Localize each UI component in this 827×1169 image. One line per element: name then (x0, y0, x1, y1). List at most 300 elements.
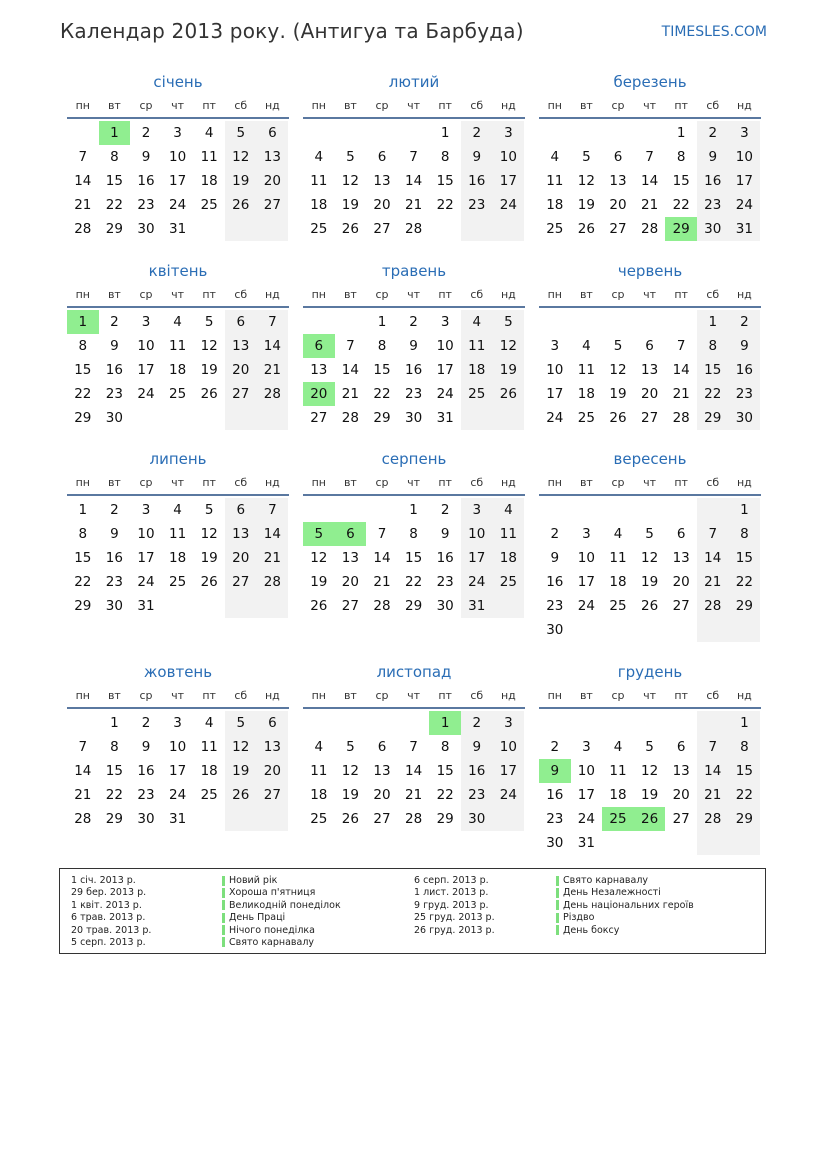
day[interactable]: 21 (640, 197, 659, 213)
day[interactable]: 8 (377, 338, 387, 354)
day[interactable]: 28 (697, 807, 729, 831)
day[interactable]: 21 (672, 386, 690, 402)
day[interactable]: 4 (493, 498, 525, 522)
day[interactable]: 3 (461, 498, 493, 522)
day[interactable]: 4 (314, 149, 324, 165)
day[interactable]: 10 (137, 526, 155, 542)
day[interactable]: 25 (577, 410, 595, 426)
day[interactable]: 1 (729, 711, 761, 735)
day[interactable]: 7 (697, 522, 729, 546)
day[interactable]: 27 (672, 811, 690, 827)
day[interactable]: 21 (74, 197, 92, 213)
day[interactable]: 8 (440, 149, 450, 165)
day[interactable]: 4 (204, 715, 214, 731)
day[interactable]: 28 (373, 598, 391, 614)
day[interactable]: 13 (225, 522, 257, 546)
day[interactable]: 1 (440, 125, 450, 141)
day[interactable]: 13 (257, 735, 289, 759)
day[interactable]: 14 (74, 173, 92, 189)
day[interactable]: 15 (729, 546, 761, 570)
day[interactable]: 3 (493, 121, 525, 145)
day[interactable]: 16 (404, 362, 423, 378)
day[interactable]: 27 (225, 570, 257, 594)
day[interactable]: 14 (697, 546, 729, 570)
day[interactable]: 26 (341, 221, 359, 237)
day[interactable]: 4 (204, 125, 214, 141)
day[interactable]: 26 (577, 221, 595, 237)
day[interactable]: 8 (729, 522, 761, 546)
day[interactable]: 5 (225, 121, 257, 145)
day[interactable]: 19 (341, 787, 359, 803)
day[interactable]: 6 (676, 739, 686, 755)
day[interactable]: 16 (697, 169, 729, 193)
day[interactable]: 22 (105, 787, 123, 803)
day[interactable]: 12 (310, 550, 328, 566)
day[interactable]: 6 (225, 310, 257, 334)
day[interactable]: 14 (404, 763, 423, 779)
day[interactable]: 14 (257, 334, 289, 358)
day[interactable]: 18 (493, 546, 525, 570)
day[interactable]: 30 (137, 221, 155, 237)
day[interactable]: 13 (672, 763, 690, 779)
day[interactable]: 24 (168, 197, 187, 213)
day[interactable]: 23 (461, 193, 493, 217)
day[interactable]: 3 (582, 739, 591, 755)
day[interactable]: 5 (493, 310, 525, 334)
day[interactable]: 21 (373, 574, 391, 590)
day[interactable]: 28 (697, 594, 729, 618)
day[interactable]: 25 (546, 221, 564, 237)
day[interactable]: 22 (436, 197, 454, 213)
day[interactable]: 20 (257, 169, 289, 193)
day[interactable]: 12 (341, 173, 359, 189)
day[interactable]: 15 (436, 173, 454, 189)
day[interactable]: 27 (310, 410, 328, 426)
day[interactable]: 15 (373, 362, 391, 378)
day[interactable]: 12 (225, 145, 257, 169)
day[interactable]: 27 (373, 221, 391, 237)
day[interactable]: 20 (672, 574, 690, 590)
day[interactable]: 2 (697, 121, 729, 145)
day[interactable]: 22 (373, 386, 391, 402)
day[interactable]: 17 (493, 169, 525, 193)
day[interactable]: 23 (105, 386, 123, 402)
day[interactable]: 7 (409, 739, 418, 755)
day[interactable]: 22 (105, 197, 123, 213)
day[interactable]: 17 (577, 574, 595, 590)
day[interactable]: 10 (436, 338, 454, 354)
day[interactable]: 9 (409, 338, 418, 354)
day[interactable]: 30 (137, 811, 155, 827)
day[interactable]: 18 (609, 787, 627, 803)
day[interactable]: 16 (461, 759, 493, 783)
day[interactable]: 7 (257, 310, 289, 334)
day[interactable]: 18 (200, 763, 218, 779)
day[interactable]: 29 (404, 598, 423, 614)
day[interactable]: 20 (373, 787, 391, 803)
day[interactable]: 10 (577, 763, 595, 779)
day[interactable]: 11 (168, 526, 187, 542)
day[interactable]: 20 (373, 197, 391, 213)
day[interactable]: 6 (377, 739, 387, 755)
day[interactable]: 12 (577, 173, 595, 189)
day[interactable]: 29 (74, 410, 92, 426)
day[interactable]: 14 (373, 550, 391, 566)
day[interactable]: 29 (373, 410, 391, 426)
day[interactable]: 11 (577, 362, 595, 378)
holiday-day[interactable]: 1 (67, 310, 99, 334)
day[interactable]: 29 (105, 221, 123, 237)
day[interactable]: 22 (436, 787, 454, 803)
day[interactable]: 2 (409, 314, 418, 330)
day[interactable]: 10 (729, 145, 761, 169)
day[interactable]: 25 (493, 570, 525, 594)
day[interactable]: 30 (461, 807, 493, 831)
day[interactable]: 17 (436, 362, 454, 378)
day[interactable]: 19 (341, 197, 359, 213)
day[interactable]: 25 (310, 811, 328, 827)
day[interactable]: 6 (377, 149, 387, 165)
day[interactable]: 25 (609, 598, 627, 614)
day[interactable]: 21 (257, 358, 289, 382)
day[interactable]: 28 (404, 811, 423, 827)
day[interactable]: 18 (200, 173, 218, 189)
day[interactable]: 13 (672, 550, 690, 566)
day[interactable]: 14 (74, 763, 92, 779)
day[interactable]: 16 (436, 550, 454, 566)
day[interactable]: 3 (493, 711, 525, 735)
day[interactable]: 21 (697, 783, 729, 807)
day[interactable]: 1 (377, 314, 387, 330)
day[interactable]: 25 (461, 382, 493, 406)
day[interactable]: 21 (404, 197, 423, 213)
day[interactable]: 15 (74, 362, 92, 378)
day[interactable]: 17 (493, 759, 525, 783)
day[interactable]: 11 (310, 173, 328, 189)
day[interactable]: 31 (168, 811, 187, 827)
day[interactable]: 30 (546, 622, 564, 638)
day[interactable]: 24 (577, 811, 595, 827)
day[interactable]: 26 (640, 598, 659, 614)
day[interactable]: 19 (577, 197, 595, 213)
day[interactable]: 12 (493, 334, 525, 358)
day[interactable]: 1 (676, 125, 686, 141)
day[interactable]: 17 (137, 550, 155, 566)
day[interactable]: 29 (697, 406, 729, 430)
day[interactable]: 2 (141, 125, 151, 141)
day[interactable]: 24 (493, 193, 525, 217)
holiday-day[interactable]: 1 (429, 711, 461, 735)
day[interactable]: 18 (546, 197, 564, 213)
day[interactable]: 31 (137, 598, 155, 614)
day[interactable]: 27 (672, 598, 690, 614)
day[interactable]: 10 (546, 362, 564, 378)
day[interactable]: 20 (609, 197, 627, 213)
day[interactable]: 17 (461, 546, 493, 570)
day[interactable]: 28 (74, 811, 92, 827)
day[interactable]: 12 (640, 763, 659, 779)
holiday-day[interactable]: 6 (335, 522, 367, 546)
day[interactable]: 28 (257, 570, 289, 594)
day[interactable]: 14 (257, 522, 289, 546)
day[interactable]: 13 (373, 173, 391, 189)
day[interactable]: 27 (225, 382, 257, 406)
day[interactable]: 15 (697, 358, 729, 382)
day[interactable]: 26 (609, 410, 627, 426)
day[interactable]: 17 (577, 787, 595, 803)
day[interactable]: 16 (729, 358, 761, 382)
day[interactable]: 24 (577, 598, 595, 614)
day[interactable]: 25 (310, 221, 328, 237)
day[interactable]: 3 (141, 314, 151, 330)
day[interactable]: 23 (137, 197, 155, 213)
day[interactable]: 4 (173, 314, 182, 330)
day[interactable]: 26 (310, 598, 328, 614)
day[interactable]: 25 (168, 574, 187, 590)
day[interactable]: 10 (493, 145, 525, 169)
day[interactable]: 1 (78, 502, 88, 518)
day[interactable]: 31 (729, 217, 761, 241)
day[interactable]: 18 (168, 362, 187, 378)
day[interactable]: 7 (645, 149, 654, 165)
day[interactable]: 12 (200, 338, 218, 354)
day[interactable]: 30 (404, 410, 423, 426)
day[interactable]: 21 (341, 386, 359, 402)
day[interactable]: 7 (346, 338, 355, 354)
day[interactable]: 30 (546, 835, 564, 851)
day[interactable]: 20 (257, 759, 289, 783)
day[interactable]: 23 (729, 382, 761, 406)
day[interactable]: 28 (672, 410, 690, 426)
day[interactable]: 17 (729, 169, 761, 193)
day[interactable]: 26 (200, 574, 218, 590)
day[interactable]: 22 (729, 783, 761, 807)
day[interactable]: 15 (404, 550, 423, 566)
holiday-day[interactable]: 6 (303, 334, 335, 358)
day[interactable]: 4 (613, 526, 623, 542)
day[interactable]: 10 (461, 522, 493, 546)
day[interactable]: 24 (493, 783, 525, 807)
day[interactable]: 9 (461, 735, 493, 759)
day[interactable]: 15 (74, 550, 92, 566)
day[interactable]: 17 (137, 362, 155, 378)
day[interactable]: 16 (105, 550, 123, 566)
day[interactable]: 2 (461, 711, 493, 735)
day[interactable]: 7 (78, 149, 88, 165)
day[interactable]: 20 (341, 574, 359, 590)
day[interactable]: 31 (168, 221, 187, 237)
day[interactable]: 26 (200, 386, 218, 402)
day[interactable]: 6 (676, 526, 686, 542)
day[interactable]: 12 (225, 735, 257, 759)
day[interactable]: 19 (225, 759, 257, 783)
day[interactable]: 13 (609, 173, 627, 189)
day[interactable]: 19 (200, 550, 218, 566)
day[interactable]: 27 (257, 193, 289, 217)
day[interactable]: 18 (577, 386, 595, 402)
day[interactable]: 12 (609, 362, 627, 378)
day[interactable]: 27 (373, 811, 391, 827)
day[interactable]: 23 (546, 598, 564, 614)
day[interactable]: 9 (461, 145, 493, 169)
day[interactable]: 30 (729, 406, 761, 430)
day[interactable]: 11 (461, 334, 493, 358)
day[interactable]: 9 (729, 334, 761, 358)
day[interactable]: 4 (461, 310, 493, 334)
day[interactable]: 4 (613, 739, 623, 755)
day[interactable]: 9 (697, 145, 729, 169)
day[interactable]: 15 (672, 173, 690, 189)
day[interactable]: 5 (346, 149, 355, 165)
day[interactable]: 5 (225, 711, 257, 735)
day[interactable]: 10 (137, 338, 155, 354)
day[interactable]: 23 (461, 783, 493, 807)
day[interactable]: 26 (225, 783, 257, 807)
day[interactable]: 4 (582, 338, 591, 354)
day[interactable]: 8 (697, 334, 729, 358)
day[interactable]: 12 (200, 526, 218, 542)
day[interactable]: 7 (377, 526, 387, 542)
day[interactable]: 31 (577, 835, 595, 851)
day[interactable]: 28 (257, 382, 289, 406)
day[interactable]: 16 (461, 169, 493, 193)
day[interactable]: 3 (729, 121, 761, 145)
day[interactable]: 22 (672, 197, 690, 213)
day[interactable]: 7 (676, 338, 686, 354)
day[interactable]: 28 (74, 221, 92, 237)
day[interactable]: 14 (697, 759, 729, 783)
day[interactable]: 7 (257, 498, 289, 522)
day[interactable]: 18 (609, 574, 627, 590)
site-link[interactable]: TIMESLES.COM (661, 24, 767, 40)
day[interactable]: 19 (225, 169, 257, 193)
day[interactable]: 8 (78, 338, 88, 354)
day[interactable]: 8 (110, 149, 119, 165)
day[interactable]: 23 (137, 787, 155, 803)
day[interactable]: 27 (640, 410, 659, 426)
day[interactable]: 9 (110, 526, 119, 542)
day[interactable]: 8 (409, 526, 418, 542)
day[interactable]: 9 (550, 550, 560, 566)
day[interactable]: 1 (409, 502, 418, 518)
day[interactable]: 30 (105, 410, 123, 426)
day[interactable]: 9 (141, 739, 151, 755)
day[interactable]: 3 (582, 526, 591, 542)
day[interactable]: 10 (168, 739, 187, 755)
day[interactable]: 16 (105, 362, 123, 378)
day[interactable]: 19 (310, 574, 328, 590)
day[interactable]: 23 (404, 386, 423, 402)
day[interactable]: 3 (550, 338, 560, 354)
day[interactable]: 13 (310, 362, 328, 378)
day[interactable]: 29 (729, 594, 761, 618)
day[interactable]: 31 (461, 594, 493, 618)
day[interactable]: 11 (609, 763, 627, 779)
day[interactable]: 18 (461, 358, 493, 382)
day[interactable]: 18 (168, 550, 187, 566)
day[interactable]: 8 (440, 739, 450, 755)
day[interactable]: 11 (609, 550, 627, 566)
day[interactable]: 15 (436, 763, 454, 779)
day[interactable]: 17 (168, 173, 187, 189)
day[interactable]: 17 (546, 386, 564, 402)
holiday-day[interactable]: 20 (303, 382, 335, 406)
day[interactable]: 26 (341, 811, 359, 827)
day[interactable]: 1 (110, 715, 119, 731)
day[interactable]: 5 (204, 314, 214, 330)
day[interactable]: 22 (74, 386, 92, 402)
day[interactable]: 5 (645, 526, 654, 542)
day[interactable]: 11 (546, 173, 564, 189)
day[interactable]: 14 (404, 173, 423, 189)
holiday-day[interactable]: 26 (634, 807, 666, 831)
day[interactable]: 5 (346, 739, 355, 755)
day[interactable]: 6 (257, 711, 289, 735)
day[interactable]: 13 (257, 145, 289, 169)
day[interactable]: 19 (493, 358, 525, 382)
day[interactable]: 3 (173, 125, 182, 141)
day[interactable]: 1 (729, 498, 761, 522)
day[interactable]: 20 (640, 386, 659, 402)
day[interactable]: 19 (200, 362, 218, 378)
holiday-day[interactable]: 5 (303, 522, 335, 546)
day[interactable]: 4 (314, 739, 324, 755)
day[interactable]: 30 (697, 217, 729, 241)
day[interactable]: 27 (609, 221, 627, 237)
day[interactable]: 22 (729, 570, 761, 594)
day[interactable]: 25 (168, 386, 187, 402)
day[interactable]: 21 (404, 787, 423, 803)
day[interactable]: 5 (613, 338, 623, 354)
holiday-day[interactable]: 29 (665, 217, 697, 241)
day[interactable]: 3 (440, 314, 450, 330)
day[interactable]: 19 (640, 787, 659, 803)
holiday-day[interactable]: 25 (602, 807, 634, 831)
day[interactable]: 23 (105, 574, 123, 590)
day[interactable]: 11 (493, 522, 525, 546)
day[interactable]: 21 (697, 570, 729, 594)
day[interactable]: 21 (74, 787, 92, 803)
day[interactable]: 2 (729, 310, 761, 334)
day[interactable]: 19 (640, 574, 659, 590)
day[interactable]: 26 (225, 193, 257, 217)
day[interactable]: 18 (310, 787, 328, 803)
day[interactable]: 15 (729, 759, 761, 783)
day[interactable]: 7 (697, 735, 729, 759)
day[interactable]: 29 (729, 807, 761, 831)
day[interactable]: 6 (225, 498, 257, 522)
day[interactable]: 28 (640, 221, 659, 237)
day[interactable]: 23 (546, 811, 564, 827)
day[interactable]: 11 (200, 149, 218, 165)
day[interactable]: 5 (582, 149, 591, 165)
day[interactable]: 8 (78, 526, 88, 542)
day[interactable]: 9 (141, 149, 151, 165)
day[interactable]: 2 (110, 502, 119, 518)
day[interactable]: 3 (141, 502, 151, 518)
day[interactable]: 19 (609, 386, 627, 402)
day[interactable]: 14 (341, 362, 359, 378)
day[interactable]: 24 (137, 574, 155, 590)
day[interactable]: 2 (461, 121, 493, 145)
day[interactable]: 10 (577, 550, 595, 566)
day[interactable]: 12 (640, 550, 659, 566)
day[interactable]: 12 (341, 763, 359, 779)
day[interactable]: 8 (729, 735, 761, 759)
day[interactable]: 11 (310, 763, 328, 779)
day[interactable]: 25 (200, 197, 218, 213)
day[interactable]: 10 (493, 735, 525, 759)
